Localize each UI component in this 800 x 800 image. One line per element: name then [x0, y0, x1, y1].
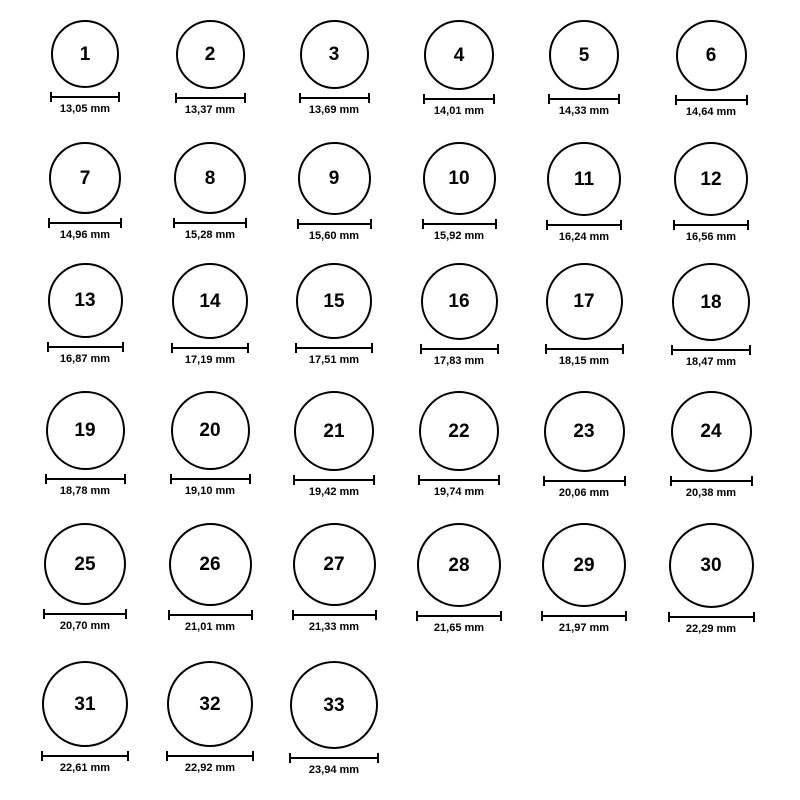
measure-cap-right: [625, 611, 627, 621]
diameter-measure-bar: [48, 218, 122, 227]
ring-size-item: [661, 142, 761, 243]
ring-size-number: 9: [328, 168, 340, 189]
measure-cap-left: [673, 220, 675, 230]
measure-cap-left: [543, 476, 545, 486]
ring-size-number: 17: [573, 291, 595, 312]
measure-line: [47, 346, 124, 348]
diameter-measure-bar: [297, 219, 372, 228]
ring-size-item: [160, 263, 260, 366]
ring-size-item: [35, 20, 135, 115]
ring-size-number: 13: [74, 290, 96, 311]
measure-cap-right: [124, 474, 126, 484]
ring-size-item: [534, 142, 634, 243]
ring-size-item: [284, 142, 384, 242]
measure-cap-left: [293, 475, 295, 485]
ring-circle: [171, 391, 250, 470]
ring-size-item: [534, 523, 634, 634]
diameter-measure-bar: [170, 474, 251, 483]
measure-cap-left: [173, 218, 175, 228]
ring-size-number: 28: [448, 554, 470, 576]
measure-cap-left: [168, 610, 170, 620]
ring-size-number: 30: [700, 555, 722, 576]
diameter-label: 13,37 mm: [184, 104, 236, 116]
ring-size-number: 8: [204, 167, 216, 189]
measure-line: [545, 348, 624, 350]
ring-size-number: 29: [573, 554, 595, 576]
measure-line: [173, 222, 247, 224]
diameter-label: 18,78 mm: [59, 485, 111, 497]
ring-size-number: 5: [578, 44, 590, 66]
ring-size-number: 15: [323, 290, 345, 312]
diameter-label: 15,28 mm: [184, 229, 236, 241]
ring-size-item: [160, 661, 260, 774]
ring-size-item: [35, 523, 135, 632]
measure-line: [170, 478, 251, 480]
diameter-label: 17,19 mm: [184, 354, 236, 366]
ring-circle: [167, 661, 253, 747]
ring-size-item: [534, 20, 634, 117]
ring-size-number: 25: [74, 553, 96, 575]
diameter-measure-bar: [41, 751, 129, 760]
ring-size-number: 1: [79, 43, 91, 65]
measure-cap-right: [252, 751, 254, 761]
measure-cap-left: [423, 94, 425, 104]
ring-size-item: [160, 391, 260, 497]
ring-size-number: 10: [448, 168, 470, 189]
diameter-measure-bar: [295, 343, 373, 352]
measure-line: [668, 616, 755, 618]
ring-size-number: 27: [323, 554, 345, 575]
diameter-label: 15,60 mm: [308, 230, 360, 242]
ring-size-item: [160, 20, 260, 116]
measure-line: [670, 480, 753, 482]
diameter-measure-bar: [173, 218, 247, 227]
ring-circle: [417, 523, 501, 607]
measure-cap-left: [420, 344, 422, 354]
measure-line: [675, 99, 748, 101]
measure-cap-left: [41, 751, 43, 761]
measure-cap-left: [292, 610, 294, 620]
diameter-label: 14,96 mm: [59, 229, 111, 241]
measure-line: [293, 479, 375, 481]
ring-circle: [419, 391, 499, 471]
ring-circle: [290, 661, 378, 749]
diameter-label: 20,06 mm: [558, 487, 610, 499]
measure-cap-right: [122, 342, 124, 352]
diameter-label: 19,42 mm: [308, 486, 360, 498]
diameter-measure-bar: [292, 610, 377, 619]
diameter-label: 16,56 mm: [685, 231, 737, 243]
ring-size-item: [160, 523, 260, 633]
ring-size-number: 26: [199, 554, 221, 575]
diameter-label: 14,64 mm: [685, 106, 737, 118]
ring-size-number: 20: [199, 420, 221, 441]
diameter-label: 13,69 mm: [308, 104, 360, 116]
measure-line: [43, 613, 127, 615]
ring-circle: [42, 661, 128, 747]
ring-size-number: 32: [199, 693, 221, 715]
diameter-label: 19,10 mm: [184, 485, 236, 497]
ring-size-item: [284, 523, 384, 633]
measure-cap-right: [498, 475, 500, 485]
measure-cap-right: [245, 218, 247, 228]
measure-cap-left: [546, 220, 548, 230]
measure-line: [41, 755, 129, 757]
measure-line: [45, 478, 126, 480]
measure-cap-right: [370, 219, 372, 229]
ring-size-number: 22: [448, 420, 470, 442]
measure-cap-right: [373, 475, 375, 485]
ring-circle: [174, 142, 246, 214]
diameter-measure-bar: [541, 611, 627, 620]
ring-size-item: [661, 20, 761, 118]
diameter-measure-bar: [418, 475, 500, 484]
ring-circle: [674, 142, 748, 216]
ring-circle: [672, 263, 750, 341]
ring-size-item: [35, 263, 135, 365]
ring-circle: [298, 142, 371, 215]
diameter-measure-bar: [289, 753, 379, 762]
diameter-measure-bar: [171, 343, 249, 352]
measure-line: [171, 347, 249, 349]
ring-circle: [549, 20, 619, 90]
ring-size-item: [284, 661, 384, 776]
measure-cap-left: [668, 612, 670, 622]
measure-cap-right: [749, 345, 751, 355]
measure-cap-left: [418, 475, 420, 485]
measure-line: [48, 222, 122, 224]
ring-circle: [547, 142, 621, 216]
ring-size-number: 6: [705, 45, 717, 66]
measure-line: [292, 614, 377, 616]
measure-cap-right: [753, 612, 755, 622]
measure-cap-right: [118, 92, 120, 102]
ring-size-number: 33: [323, 694, 345, 716]
ring-size-number: 14: [199, 290, 221, 312]
diameter-label: 22,92 mm: [184, 762, 236, 774]
measure-line: [50, 96, 120, 98]
ring-size-number: 4: [453, 44, 465, 66]
measure-cap-right: [622, 344, 624, 354]
measure-cap-left: [50, 92, 52, 102]
diameter-measure-bar: [299, 93, 370, 102]
measure-cap-right: [244, 93, 246, 103]
ring-size-item: [534, 391, 634, 499]
diameter-label: 14,33 mm: [558, 105, 610, 117]
ring-size-item: [661, 263, 761, 368]
ring-circle: [669, 523, 754, 608]
ring-size-item: [409, 142, 509, 242]
ring-size-item: [661, 523, 761, 635]
measure-cap-left: [289, 753, 291, 763]
measure-cap-left: [416, 611, 418, 621]
measure-cap-right: [377, 753, 379, 763]
measure-cap-left: [548, 94, 550, 104]
measure-cap-right: [624, 476, 626, 486]
measure-cap-right: [247, 343, 249, 353]
diameter-label: 16,24 mm: [558, 231, 610, 243]
measure-line: [175, 97, 246, 99]
measure-cap-left: [675, 95, 677, 105]
diameter-label: 21,65 mm: [433, 622, 485, 634]
diameter-label: 21,97 mm: [558, 622, 610, 634]
ring-size-number: 24: [700, 421, 722, 442]
measure-line: [420, 348, 499, 350]
measure-line: [299, 97, 370, 99]
ring-circle: [293, 523, 376, 606]
diameter-measure-bar: [543, 476, 626, 485]
measure-cap-right: [500, 611, 502, 621]
ring-size-item: [35, 661, 135, 774]
measure-line: [671, 349, 751, 351]
measure-line: [289, 757, 379, 759]
diameter-measure-bar: [168, 610, 253, 619]
ring-size-item: [284, 391, 384, 498]
diameter-measure-bar: [673, 220, 749, 229]
diameter-label: 17,83 mm: [433, 355, 485, 367]
diameter-measure-bar: [416, 611, 502, 620]
ring-circle: [294, 391, 374, 471]
measure-cap-left: [45, 474, 47, 484]
measure-cap-left: [47, 342, 49, 352]
measure-line: [541, 615, 627, 617]
measure-cap-right: [751, 476, 753, 486]
diameter-measure-bar: [671, 345, 751, 354]
measure-cap-left: [48, 218, 50, 228]
diameter-measure-bar: [45, 474, 126, 483]
ring-circle: [296, 263, 372, 339]
ring-size-number: 23: [573, 421, 595, 442]
ring-circle: [300, 20, 369, 89]
measure-cap-right: [618, 94, 620, 104]
ring-size-item: [284, 263, 384, 366]
ring-size-number: 3: [328, 44, 340, 65]
diameter-measure-bar: [548, 94, 620, 103]
measure-cap-right: [375, 610, 377, 620]
measure-cap-left: [175, 93, 177, 103]
measure-cap-left: [295, 343, 297, 353]
measure-cap-left: [166, 751, 168, 761]
ring-size-number: 21: [323, 420, 345, 442]
ring-circle: [424, 20, 494, 90]
diameter-label: 20,70 mm: [59, 620, 111, 632]
diameter-measure-bar: [47, 342, 124, 351]
ring-circle: [176, 20, 245, 89]
measure-cap-right: [127, 751, 129, 761]
diameter-measure-bar: [545, 344, 624, 353]
diameter-measure-bar: [293, 475, 375, 484]
diameter-label: 22,29 mm: [685, 623, 737, 635]
measure-cap-left: [43, 609, 45, 619]
diameter-measure-bar: [422, 219, 497, 228]
measure-cap-right: [746, 95, 748, 105]
measure-cap-left: [422, 219, 424, 229]
measure-line: [295, 347, 373, 349]
measure-cap-left: [297, 219, 299, 229]
measure-cap-left: [671, 345, 673, 355]
diameter-label: 18,15 mm: [558, 355, 610, 367]
diameter-measure-bar: [166, 751, 254, 760]
ring-circle: [51, 20, 119, 88]
ring-size-item: [534, 263, 634, 367]
measure-cap-right: [497, 344, 499, 354]
ring-size-number: 18: [700, 291, 722, 313]
diameter-label: 21,01 mm: [184, 621, 236, 633]
ring-size-item: [409, 523, 509, 634]
diameter-measure-bar: [420, 344, 499, 353]
ring-circle: [671, 391, 752, 472]
diameter-measure-bar: [668, 612, 755, 621]
diameter-label: 19,74 mm: [433, 486, 485, 498]
ring-size-number: 11: [573, 168, 595, 190]
diameter-label: 23,94 mm: [308, 764, 360, 776]
diameter-measure-bar: [546, 220, 622, 229]
measure-line: [423, 98, 495, 100]
ring-circle: [49, 142, 121, 214]
measure-cap-left: [541, 611, 543, 621]
ring-circle: [546, 263, 623, 340]
diameter-label: 21,33 mm: [308, 621, 360, 633]
measure-line: [422, 223, 497, 225]
diameter-label: 13,05 mm: [59, 103, 111, 115]
diameter-label: 16,87 mm: [59, 353, 111, 365]
ring-size-item: [409, 20, 509, 117]
diameter-measure-bar: [670, 476, 753, 485]
ring-circle: [423, 142, 496, 215]
measure-cap-left: [171, 343, 173, 353]
diameter-label: 14,01 mm: [433, 105, 485, 117]
diameter-label: 15,92 mm: [433, 230, 485, 242]
ring-circle: [172, 263, 248, 339]
measure-line: [673, 224, 749, 226]
measure-cap-right: [125, 609, 127, 619]
ring-size-item: [35, 391, 135, 497]
diameter-measure-bar: [675, 95, 748, 104]
ring-size-item: [284, 20, 384, 116]
measure-line: [543, 480, 626, 482]
diameter-label: 20,38 mm: [685, 487, 737, 499]
diameter-measure-bar: [423, 94, 495, 103]
measure-line: [166, 755, 254, 757]
measure-cap-right: [495, 219, 497, 229]
measure-line: [416, 615, 502, 617]
ring-size-number: 19: [74, 420, 96, 441]
measure-line: [548, 98, 620, 100]
ring-circle: [544, 391, 625, 472]
diameter-label: 17,51 mm: [308, 354, 360, 366]
ring-size-item: [661, 391, 761, 499]
measure-cap-right: [620, 220, 622, 230]
ring-circle: [48, 263, 123, 338]
measure-line: [418, 479, 500, 481]
measure-cap-right: [493, 94, 495, 104]
measure-cap-left: [670, 476, 672, 486]
measure-cap-right: [747, 220, 749, 230]
ring-circle: [676, 20, 747, 91]
diameter-label: 22,61 mm: [59, 762, 111, 774]
ring-size-number: 31: [74, 693, 96, 715]
measure-line: [546, 224, 622, 226]
ring-circle: [421, 263, 498, 340]
ring-size-item: [409, 263, 509, 367]
ring-size-item: [160, 142, 260, 241]
ring-size-number: 16: [448, 291, 470, 312]
ring-size-number: 7: [79, 167, 91, 189]
diameter-measure-bar: [43, 609, 127, 618]
measure-cap-right: [371, 343, 373, 353]
ring-size-item: [35, 142, 135, 241]
diameter-measure-bar: [175, 93, 246, 102]
measure-cap-right: [368, 93, 370, 103]
measure-cap-right: [251, 610, 253, 620]
measure-cap-right: [120, 218, 122, 228]
ring-circle: [542, 523, 626, 607]
ring-size-item: [409, 391, 509, 498]
diameter-label: 18,47 mm: [685, 356, 737, 368]
ring-size-number: 2: [204, 44, 216, 65]
ring-circle: [169, 523, 252, 606]
diameter-measure-bar: [50, 92, 120, 101]
ring-circle: [46, 391, 125, 470]
measure-line: [168, 614, 253, 616]
measure-cap-left: [545, 344, 547, 354]
measure-cap-left: [299, 93, 301, 103]
measure-cap-left: [170, 474, 172, 484]
measure-cap-right: [249, 474, 251, 484]
ring-circle: [44, 523, 126, 605]
measure-line: [297, 223, 372, 225]
ring-size-number: 12: [700, 168, 722, 190]
